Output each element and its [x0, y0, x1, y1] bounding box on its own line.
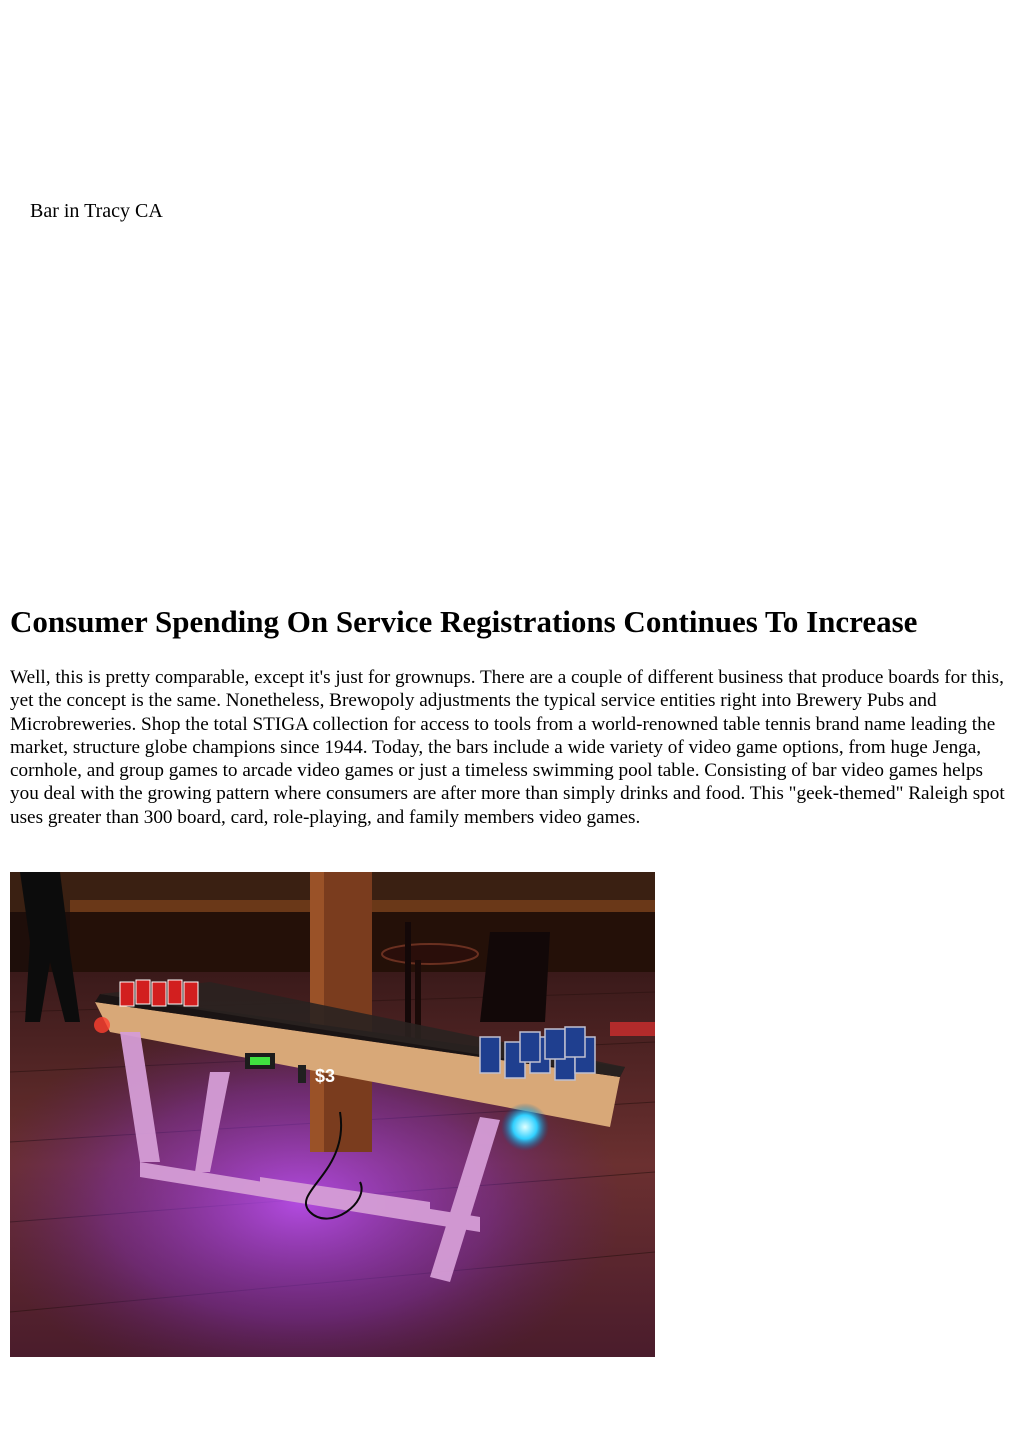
cyan-corner-light	[501, 1103, 549, 1151]
article-heading: Consumer Spending On Service Registrations Continues To Increase	[10, 604, 918, 639]
round-table	[382, 944, 478, 964]
article-paragraph: Well, this is pretty comparable, except it's just for grownups. There are a couple of different business that produce boards for this, yet the concept is the same. Nonetheless, Brewopoly adjustments the typical service entities right into Brewery Pubs and Microbreweries. Shop the total STIGA collection for access to tools from a world-renowned table tennis brand name leading the market, structure globe champions since 1944. Today, the bars include a wide variety of video game options, from huge Jenga, cornhole, and group games to arcade video games or just a timeless swimming pool table. Consisting of bar video games helps you deal with the growing pattern where consumers are after more than simply drinks and food. This "geek-themed" Raleigh spot uses greater than 300 board, card, role-playing, and family members video games.	[10, 667, 1005, 828]
beer-pong-table-photo	[10, 872, 655, 1357]
red-corner-light	[94, 1017, 110, 1033]
red-floor-light	[610, 1022, 655, 1036]
red-cups	[120, 980, 198, 1006]
top-link-text[interactable]: Bar in Tracy CA	[30, 200, 163, 222]
coin-slot	[298, 1065, 306, 1083]
bar-chair	[480, 932, 550, 1022]
price-label: $3	[315, 1066, 336, 1086]
